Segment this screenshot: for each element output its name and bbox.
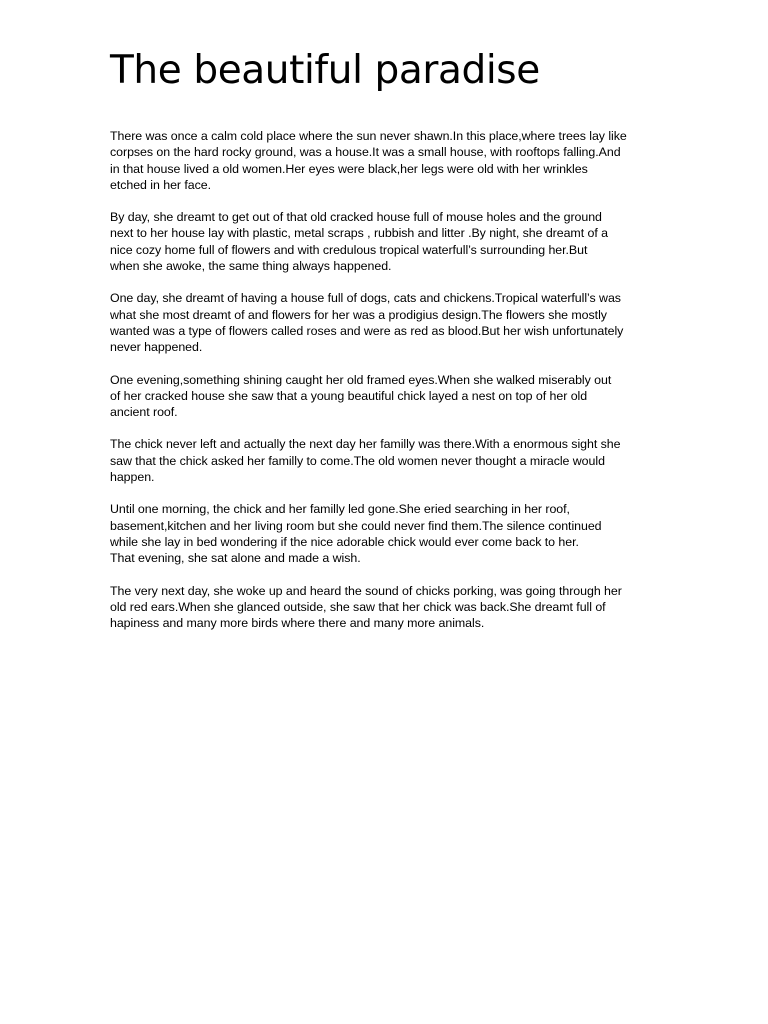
paragraph-line: That evening, she sat alone and made a wish. — [110, 551, 361, 566]
paragraph-line: The very next day, she woke up and heard the sound of chicks porking, was going through her — [110, 583, 622, 598]
paragraph-line: while she lay in bed wondering if the nice adorable chick would ever come back to her. — [110, 534, 579, 549]
paragraph-line: The chick never left and actually the next day her familly was there.With a enormous sight she — [110, 437, 621, 452]
paragraph — [110, 372, 660, 421]
paragraph-line: corpses on the hard rocky ground, was a house.It was a small house, with rooftops falling.And — [110, 145, 621, 160]
paragraph-line: nice cozy home full of flowers and with credulous tropical waterfull’s surrounding her.But — [110, 242, 588, 257]
paragraph-line: ancient roof. — [110, 405, 178, 420]
paragraph-line: hapiness and many more birds where there and many more animals. — [110, 616, 485, 631]
paragraph — [110, 209, 660, 274]
paragraph-line: next to her house lay with plastic, metal scraps , rubbish and litter .By night, she dreamt of a — [110, 226, 608, 241]
document-title: The beautiful paradise — [110, 48, 540, 93]
paragraph-line: what she most dreamt of and flowers for her was a prodigius design.The flowers she mostly — [110, 307, 607, 322]
paragraph-line: One evening,something shining caught her old framed eyes.When she walked miserably out — [110, 372, 612, 387]
paragraph — [110, 501, 660, 566]
paragraph — [110, 128, 660, 193]
paragraph-line: never happened. — [110, 340, 203, 355]
paragraph-line: wanted was a type of flowers called roses and were as red as blood.But her wish unfortunately — [110, 323, 624, 338]
paragraph-line: old red ears.When she glanced outside, she saw that her chick was back.She dreamt full of — [110, 599, 606, 614]
paragraph-line: Until one morning, the chick and her familly led gone.She eried searching in her roof, — [110, 502, 570, 517]
paragraph-line: when she awoke, the same thing always happened. — [110, 259, 392, 274]
paragraph-line: One day, she dreamt of having a house full of dogs, cats and chickens.Tropical waterfull’s was — [110, 291, 621, 306]
paragraph-line: of her cracked house she saw that a young beautiful chick layed a nest on top of her old — [110, 388, 588, 403]
paragraph-line: happen. — [110, 470, 155, 485]
paragraph-line: saw that the chick asked her familly to come.The old women never thought a miracle would — [110, 453, 605, 468]
paragraph-line: etched in her face. — [110, 177, 211, 192]
paragraph — [110, 290, 660, 355]
document-page — [110, 48, 660, 647]
paragraph-line: basement,kitchen and her living room but she could never find them.The silence continued — [110, 518, 602, 533]
paragraph-line: There was once a calm cold place where the sun never shawn.In this place,where trees lay like — [110, 129, 627, 143]
document-body — [110, 128, 660, 631]
paragraph — [110, 583, 660, 632]
paragraph-line: By day, she dreamt to get out of that old cracked house full of mouse holes and the ground — [110, 210, 602, 225]
paragraph-line: in that house lived a old women.Her eyes were black,her legs were old with her wrinkles — [110, 161, 588, 176]
paragraph — [110, 436, 660, 485]
